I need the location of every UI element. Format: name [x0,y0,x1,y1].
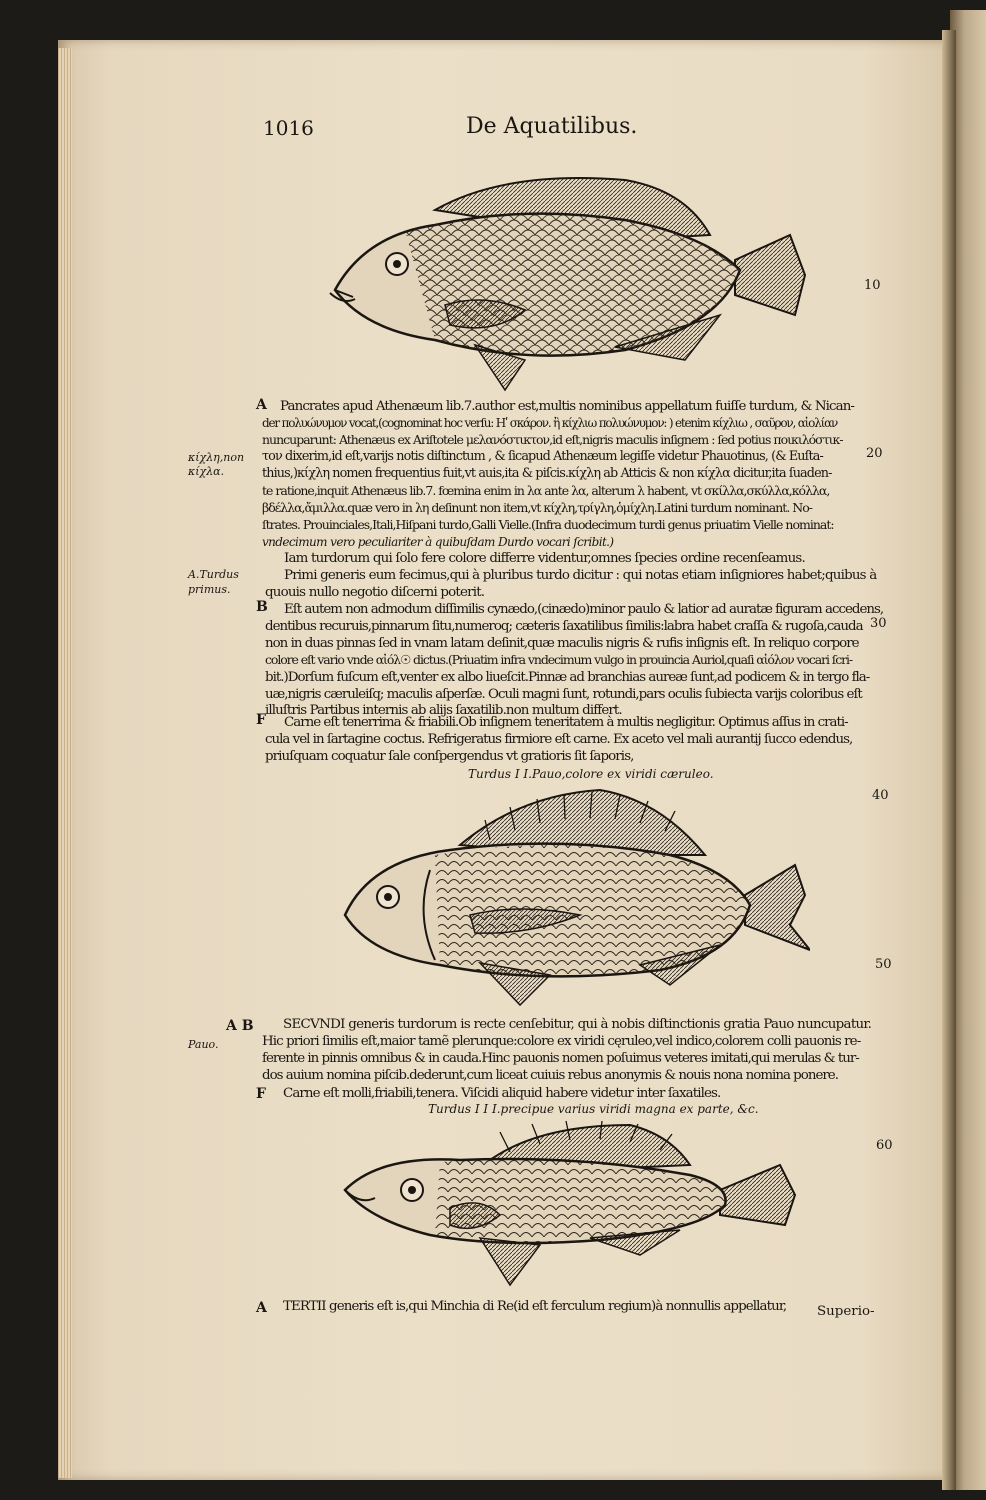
section-letter: F [256,712,266,728]
text-line: cula vel in ſartagine coctus. Refrigeratus firmiore eſt carne. Ex aceto vel mali aurantij ſucco edendus, [265,732,853,747]
text-line: quouis nullo negotio diſcerni poterit. [265,585,485,600]
text-line: Pancrates apud Athenæum lib.7.author est,multis nominibus appellatum fuiſſe turdum, & Nican- [280,399,855,414]
line-number: 40 [872,788,889,803]
text-line: colore eſt vario vnde αἰόλ☉ dictus.(Priuatim infra vndecimum vulgo in prouincia Auriol,quaſi αἰόλον vocari ſcri- [265,652,853,667]
margin-note: Pauo. [188,1038,219,1051]
page-number: 1016 [263,116,314,140]
text-line: Iam turdorum qui ſolo fere colore differre videntur,omnes ſpecies ordine recenſeamus. [284,551,805,566]
catchword: Superio- [817,1304,875,1319]
figure-caption: Turdus I I.Pauo,colore ex viridi cæruleo. [468,767,714,781]
fish-illustration-2 [340,785,810,1010]
section-letter: F [256,1086,266,1102]
text-line: Carne eſt molli,friabili,tenera. Viſcidi aliquid habere videtur inter ſaxatiles. [283,1086,721,1101]
running-title: De Aquatilibus. [466,114,638,139]
fish-illustration-3 [340,1120,800,1300]
text-line: dentibus recuruis,pinnarum ſitu,numeroq; cæteris ſaxatilibus ſimilis:labra habet craſſa & rugoſa,cauda [265,619,863,634]
text-line: bit.)Dorſum fuſcum eſt,venter ex albo liueſcit.Pinnæ ad branchias aureæ ſunt,ad podicem & in tergo fla- [265,670,870,685]
text-line: ferente in pinnis omnibus & in cauda.Hinc pauonis nomen poſuimus veteres imitati,qui merulas & tur- [262,1051,859,1066]
margin-note: A.Turdus [188,568,239,581]
text-line: uæ,nigris cæruleiſq; maculis aſperſæ. Oculi magni ſunt, rotundi,pars oculis ſubiecta varijs coloribus eſt [265,687,862,702]
text-line: ſtrates. Prouinciales,Itali,Hiſpani turdo,Galli Vielle.(Infra duodecimum turdi genus priuatim Vielle nominat: [262,517,834,532]
text-line: nuncuparunt: Athenæus ex Ariſtotele μελανόστικτον,id eſt,nigris maculis inſignem : ſed potius ποικιλόστικ- [262,432,843,447]
margin-note: κίχλα. [188,465,225,478]
text-line: βδέλλα,ἄμιλλα.quæ vero in λη deſinunt non item,vt κίχλη,τρίγλη,ὁμίχλη.Latini turdum nominant. No- [262,500,812,515]
text-line: Primi generis eum fecimus,qui à pluribus turdo dicitur : qui notas etiam inſigniores habet;quibus à [284,568,877,583]
text-line: Carne eſt tenerrima & friabili.Ob inſignem teneritatem à multis negligitur. Optimus aſſus in crati- [284,715,848,730]
line-number: 50 [875,957,892,972]
fish-illustration-1 [325,165,810,395]
text-line: priuſquam coquatur ſale conſpergendus vt gratioris ſit ſaporis, [265,749,634,764]
section-letter: A B [226,1018,254,1034]
text-line: illuſtris Partibus internis ab alijs ſaxatilib.non multum differt. [265,703,622,718]
text-line: der πολυώνυμον vocat,(cognominat hoc verſu: Ηʹ σκάρον. ἢ κίχλιω πολυώνυμον: ) etenim κίχλιω , σαῦρον, αἰολίαν [262,416,838,430]
text-line: vndecimum vero peculiariter à quibuſdam Durdo vocari ſcribit.) [262,535,614,549]
page-stack-edges [58,48,72,1478]
margin-note: κίχλη,non [188,451,245,464]
line-number: 30 [870,616,887,631]
text-line: thius,)κίχλη nomen frequentius fuit,vt auis,ita & piſcis.κίχλη ab Atticis & non κίχλα dicitur,ita ſuaden- [262,466,832,481]
text-line: non in duas pinnas ſed in vnam latam deſinit,quæ maculis nigris & rufis inſignis eſt. In reliquo corpore [265,636,859,651]
section-letter: A [256,1300,267,1316]
section-letter: A [256,397,267,413]
figure-caption: Turdus I I I.precipue varius viridi magna ex parte, &c. [428,1102,759,1116]
book-gutter [942,30,956,1490]
text-line: SECVNDI generis turdorum is recte cenſebitur, qui à nobis diſtinctionis gratia Pauo nuncupatur. [283,1017,872,1032]
line-number: 20 [866,446,883,461]
text-line: dos auium nomina piſcib.dederunt,cum liceat cuiuis rebus anonymis & nouis nona nomina ponere. [262,1068,838,1083]
section-letter: B [256,599,268,615]
text-line: τον dixerim,id eſt,varijs notis diſtinctum , & ſicapud Athenæum legiſſe videtur Phauotinus, (& Euſta- [262,449,823,464]
text-line: Eſt autem non admodum diſſimilis cynædo,(cinædo)minor paulo & latior ad auratæ figuram accedens, [284,602,884,617]
margin-note: primus. [188,583,231,596]
text-line: Hic priori ſimilis eſt,maior tamẽ plerunque:colore ex viridi cęruleo,vel indico,colorem colli pauonis re- [262,1034,861,1049]
line-number: 60 [876,1138,893,1153]
text-line: te ratione,inquit Athenæus lib.7. fœmina enim in λα ante λα, alterum λ habent, vt σκίλλα,σκύλλα,κόλλα, [262,483,830,498]
text-line: TERTII generis eſt is,qui Minchia di Re(id eſt ferculum regium)à nonnullis appellatur, [283,1299,787,1314]
line-number: 10 [864,278,881,293]
